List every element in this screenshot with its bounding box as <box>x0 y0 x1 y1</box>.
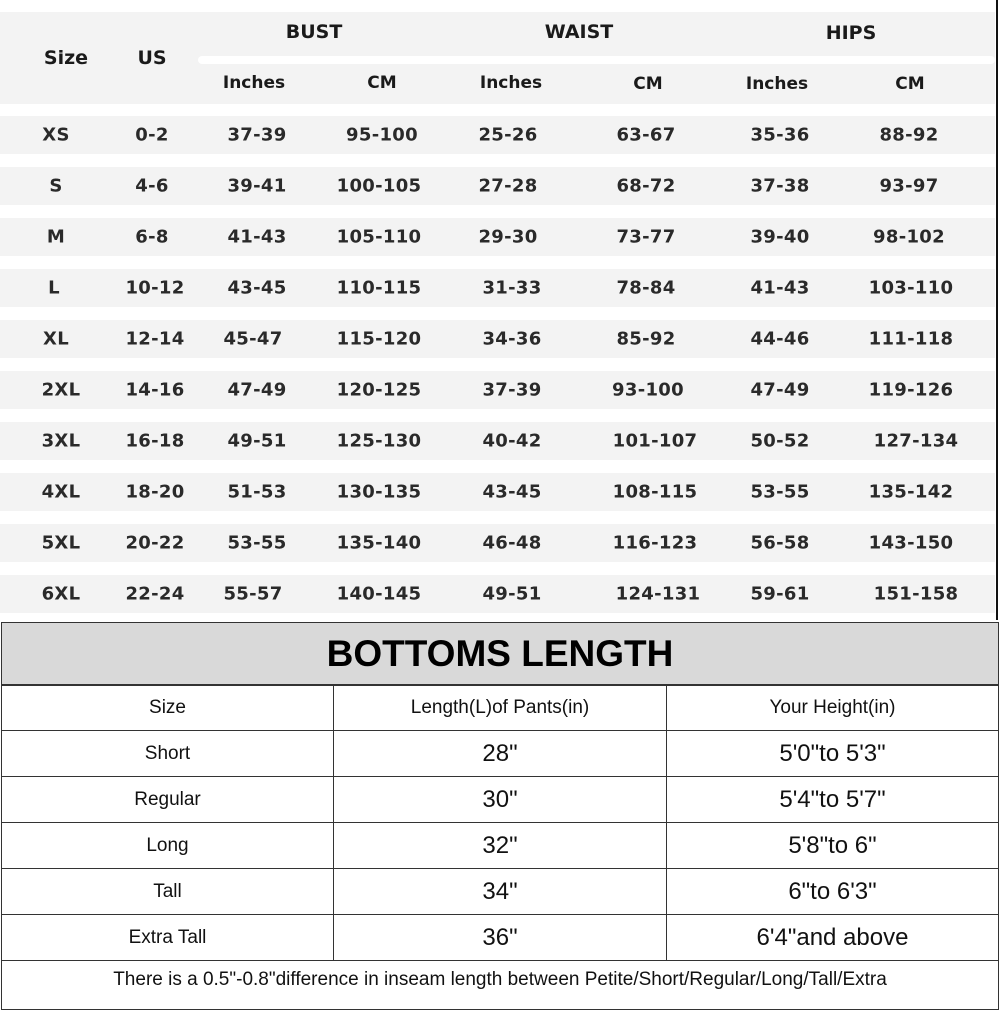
cell-hips-cm: 88-92 <box>879 124 939 146</box>
cell-us: 0-2 <box>135 124 169 146</box>
table-row <box>2 777 999 823</box>
cell-length: 34" <box>334 869 667 915</box>
header-hips: HIPS <box>825 22 877 44</box>
cell-size: L <box>48 277 60 299</box>
cell-size: 5XL <box>41 532 81 554</box>
cell-hips-cm: 103-110 <box>868 277 954 299</box>
header-length: Length(L)of Pants(in) <box>334 685 667 731</box>
cell-waist-in: 40-42 <box>482 430 542 452</box>
table-header-row <box>2 685 999 731</box>
cell-hips-cm: 93-97 <box>879 175 939 197</box>
cell-waist-cm: 124-131 <box>615 583 701 605</box>
cell-hips-in: 41-43 <box>750 277 810 299</box>
cell-size: 3XL <box>41 430 81 452</box>
inseam-note: There is a 0.5"-0.8"difference in inseam length between Petite/Short/Regular/Long/Tall/Extra <box>2 961 999 1010</box>
cell-bust-cm: 125-130 <box>336 430 422 452</box>
cell-bust-cm: 100-105 <box>336 175 422 197</box>
cell-hips-in: 35-36 <box>750 124 810 146</box>
cell-waist-cm: 63-67 <box>616 124 676 146</box>
table-row <box>2 823 999 869</box>
cell-size: 6XL <box>41 583 81 605</box>
cell-us: 4-6 <box>135 175 169 197</box>
subheader-bust-inches: Inches <box>222 73 286 93</box>
cell-bust-in: 43-45 <box>227 277 287 299</box>
cell-bust-in: 53-55 <box>227 532 287 554</box>
cell-bust-in: 45-47 <box>223 328 283 350</box>
cell-us: 16-18 <box>125 430 185 452</box>
cell-length: 32" <box>334 823 667 869</box>
cell-hips-in: 59-61 <box>750 583 810 605</box>
cell-hips-in: 37-38 <box>750 175 810 197</box>
cell-size: Tall <box>2 869 334 915</box>
cell-waist-cm: 85-92 <box>616 328 676 350</box>
table-row <box>0 371 995 409</box>
cell-hips-cm: 98-102 <box>873 226 945 248</box>
cell-height: 6'4"and above <box>667 915 999 961</box>
header-bust: BUST <box>285 21 343 43</box>
cell-waist-cm: 68-72 <box>616 175 676 197</box>
cell-waist-in: 25-26 <box>478 124 538 146</box>
cell-waist-in: 37-39 <box>482 379 542 401</box>
table-row <box>2 731 999 777</box>
table-row <box>2 915 999 961</box>
cell-waist-cm: 78-84 <box>616 277 676 299</box>
cell-bust-in: 49-51 <box>227 430 287 452</box>
table-row <box>0 218 995 256</box>
header-waist: WAIST <box>544 21 614 43</box>
cell-waist-cm: 101-107 <box>612 430 698 452</box>
cell-hips-in: 47-49 <box>750 379 810 401</box>
cell-bust-cm: 120-125 <box>336 379 422 401</box>
subheader-bust-cm: CM <box>367 73 397 93</box>
cell-us: 20-22 <box>125 532 185 554</box>
cell-bust-cm: 95-100 <box>346 124 418 146</box>
cell-us: 22-24 <box>125 583 185 605</box>
cell-bust-cm: 115-120 <box>336 328 422 350</box>
note-row <box>2 961 999 1010</box>
cell-bust-in: 39-41 <box>227 175 287 197</box>
cell-hips-cm: 143-150 <box>868 532 954 554</box>
cell-waist-cm: 116-123 <box>612 532 698 554</box>
cell-length: 28" <box>334 731 667 777</box>
cell-bust-cm: 130-135 <box>336 481 422 503</box>
cell-bust-in: 41-43 <box>227 226 287 248</box>
cell-bust-in: 55-57 <box>223 583 283 605</box>
cell-size: Long <box>2 823 334 869</box>
cell-hips-in: 44-46 <box>750 328 810 350</box>
table-row <box>2 869 999 915</box>
cell-length: 30" <box>334 777 667 823</box>
cell-bust-in: 37-39 <box>227 124 287 146</box>
header-size: Size <box>2 685 334 731</box>
cell-length: 36" <box>334 915 667 961</box>
cell-bust-in: 51-53 <box>227 481 287 503</box>
cell-hips-cm: 127-134 <box>873 430 959 452</box>
cell-bust-in: 47-49 <box>227 379 287 401</box>
cell-height: 5'0"to 5'3" <box>667 731 999 777</box>
cell-size: Extra Tall <box>2 915 334 961</box>
cell-size: Short <box>2 731 334 777</box>
table-row <box>0 269 995 307</box>
cell-hips-in: 39-40 <box>750 226 810 248</box>
cell-waist-in: 49-51 <box>482 583 542 605</box>
cell-bust-cm: 105-110 <box>336 226 422 248</box>
cell-hips-in: 53-55 <box>750 481 810 503</box>
subheader-waist-inches: Inches <box>479 73 543 93</box>
cell-us: 18-20 <box>125 481 185 503</box>
cell-waist-cm: 93-100 <box>612 379 684 401</box>
bottoms-length-table <box>1 684 999 1010</box>
bottoms-length-title: BOTTOMS LENGTH <box>1 622 999 686</box>
cell-us: 14-16 <box>125 379 185 401</box>
cell-size: S <box>49 175 63 197</box>
cell-waist-in: 29-30 <box>478 226 538 248</box>
cell-waist-cm: 73-77 <box>616 226 676 248</box>
table-row <box>0 575 995 613</box>
cell-bust-cm: 110-115 <box>336 277 422 299</box>
cell-bust-cm: 135-140 <box>336 532 422 554</box>
cell-hips-cm: 151-158 <box>873 583 959 605</box>
bottoms-length-section <box>0 622 1000 1000</box>
cell-size: M <box>46 226 66 248</box>
cell-hips-cm: 111-118 <box>868 328 954 350</box>
cell-size: Regular <box>2 777 334 823</box>
header-size: Size <box>43 47 89 69</box>
cell-us: 10-12 <box>125 277 185 299</box>
cell-waist-in: 43-45 <box>482 481 542 503</box>
subheader-waist-cm: CM <box>633 74 663 94</box>
cell-us: 12-14 <box>125 328 185 350</box>
cell-us: 6-8 <box>135 226 169 248</box>
cell-bust-cm: 140-145 <box>336 583 422 605</box>
cell-hips-in: 56-58 <box>750 532 810 554</box>
cell-waist-in: 31-33 <box>482 277 542 299</box>
table-row <box>0 116 995 154</box>
table-row <box>0 524 995 562</box>
subheader-hips-cm: CM <box>895 74 925 94</box>
cell-hips-in: 50-52 <box>750 430 810 452</box>
cell-waist-in: 46-48 <box>482 532 542 554</box>
header-divider <box>198 56 995 64</box>
cell-height: 5'8"to 6" <box>667 823 999 869</box>
cell-waist-in: 27-28 <box>478 175 538 197</box>
cell-size: XL <box>43 328 69 350</box>
cell-size: 4XL <box>41 481 81 503</box>
table-border <box>996 0 998 620</box>
cell-height: 5'4"to 5'7" <box>667 777 999 823</box>
header-height: Your Height(in) <box>667 685 999 731</box>
cell-hips-cm: 135-142 <box>868 481 954 503</box>
table-row <box>0 167 995 205</box>
cell-waist-cm: 108-115 <box>612 481 698 503</box>
table-row <box>0 320 995 358</box>
cell-size: 2XL <box>41 379 81 401</box>
cell-height: 6"to 6'3" <box>667 869 999 915</box>
table-row <box>0 473 995 511</box>
cell-waist-in: 34-36 <box>482 328 542 350</box>
subheader-hips-inches: Inches <box>745 74 809 94</box>
cell-size: XS <box>42 124 70 146</box>
header-us: US <box>137 47 167 69</box>
cell-hips-cm: 119-126 <box>868 379 954 401</box>
table-row <box>0 422 995 460</box>
